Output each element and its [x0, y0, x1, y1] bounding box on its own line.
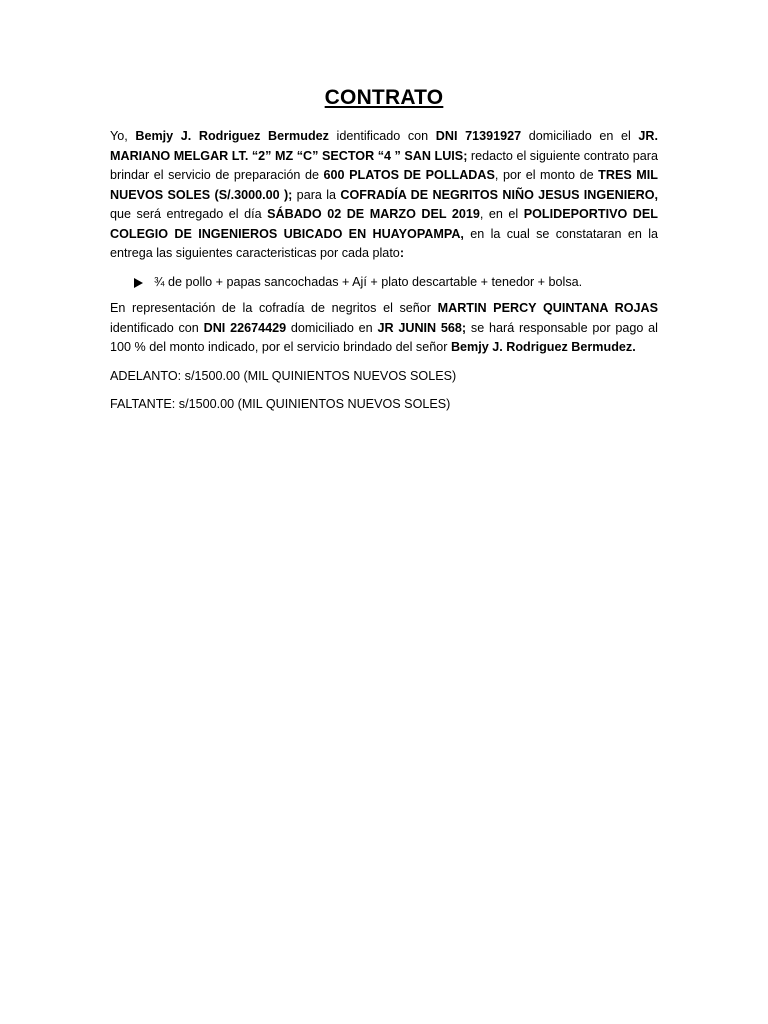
- bold-text-segment: COFRADÍA DE NEGRITOS NIÑO JESUS INGENIERO,: [340, 187, 658, 202]
- bold-text-segment: TRES MIL NUEVOS SOLES (S/.3000.00 );: [110, 168, 658, 202]
- text-segment: identificado con: [328, 129, 436, 143]
- bold-text-segment: POLIDEPORTIVO DEL COLEGIO DE INGENIEROS UBICADO EN HUAYOPAMPA,: [110, 207, 658, 241]
- bold-text-segment: :: [399, 246, 405, 260]
- contract-paragraph-1: [110, 127, 658, 264]
- bold-text-segment: DNI 71391927: [435, 129, 522, 143]
- text-segment: identificado con: [110, 320, 204, 335]
- text-segment: domiciliado en el: [521, 129, 639, 143]
- text-segment: , por el monto de: [494, 168, 599, 182]
- bold-text-segment: Bemjy J. Rodriguez Bermudez.: [450, 340, 636, 354]
- bullet-item-text: ¾ de pollo + papas sancochadas + Ají + plato descartable + tenedor + bolsa.: [154, 274, 583, 289]
- document-body: [110, 127, 658, 415]
- bold-text-segment: 600 PLATOS DE POLLADAS: [323, 168, 495, 182]
- text-segment: Yo,: [110, 129, 136, 143]
- text-segment: En representación de la cofradía de negritos el señor: [110, 301, 438, 315]
- document-title: CONTRATO: [324, 86, 444, 109]
- bold-text-segment: DNI 22674429: [203, 320, 287, 335]
- contract-paragraph-2: [110, 299, 658, 358]
- text-segment: redacto el siguiente contrato para brindar el servicio de preparación de: [110, 148, 658, 182]
- bold-text-segment: JR JUNIN 568;: [377, 320, 467, 335]
- bold-text-segment: SÁBADO 02 DE MARZO DEL 2019: [267, 207, 480, 221]
- text-segment: que será entregado el día: [110, 207, 268, 221]
- adelanto-line: ADELANTO: s/1500.00 (MIL QUINIENTOS NUEVOS SOLES): [110, 368, 457, 383]
- text-segment: domiciliado en: [286, 320, 378, 335]
- text-segment: en la cual se constataran en la entrega las siguientes caracteristicas por cada plato: [110, 226, 658, 260]
- list-item: [110, 273, 658, 293]
- arrow-bullet-icon: [134, 278, 143, 288]
- text-segment: para la: [292, 187, 341, 202]
- text-segment: se hará responsable por pago al 100 % del monto indicado, por el servicio brindado del señor: [110, 320, 658, 354]
- text-segment: , en el: [479, 207, 524, 221]
- bold-text-segment: MARTIN PERCY QUINTANA ROJAS: [437, 301, 659, 315]
- bold-text-segment: JR. MARIANO MELGAR LT. “2” MZ “C” SECTOR “4 ” SAN LUIS;: [110, 129, 658, 163]
- faltante-line: FALTANTE: s/1500.00 (MIL QUINIENTOS NUEVOS SOLES): [110, 397, 451, 411]
- bold-text-segment: Bemjy J. Rodriguez Bermudez: [135, 129, 329, 143]
